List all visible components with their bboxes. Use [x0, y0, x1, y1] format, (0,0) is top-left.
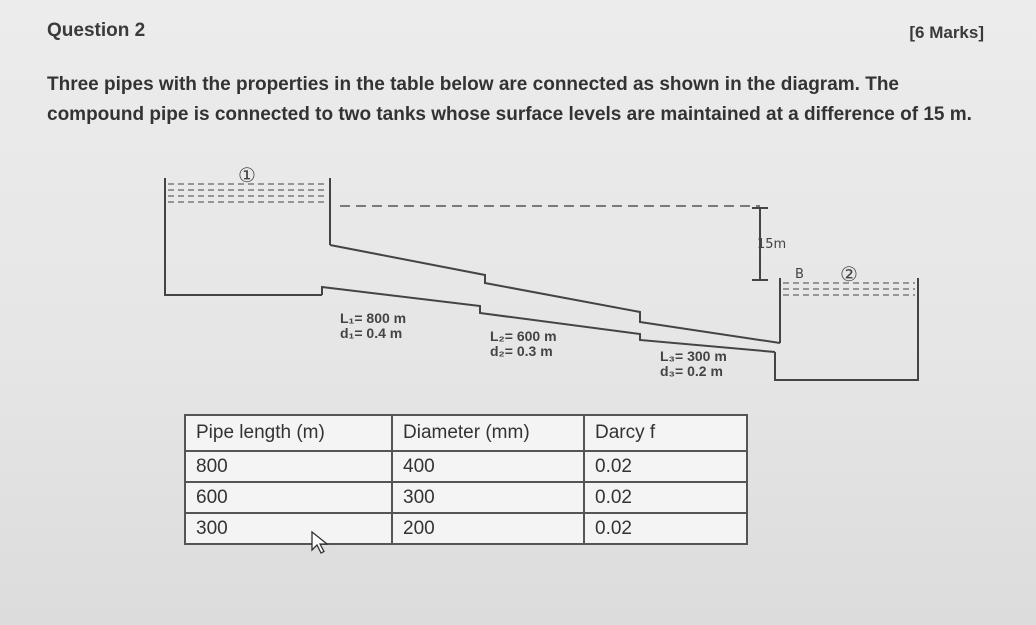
- table-row: [185, 451, 747, 482]
- pipe2-diameter: d₂= 0.3 m: [490, 343, 553, 359]
- point-b-label: B: [795, 267, 804, 282]
- cell-diameter: 300: [392, 482, 584, 513]
- cell-length: 600: [185, 482, 392, 513]
- cell-length: 800: [185, 451, 392, 482]
- mouse-cursor-icon: [310, 530, 330, 556]
- pipe3-diameter: d₃= 0.2 m: [660, 363, 723, 379]
- question-text: Three pipes with the properties in the table below are connected as shown in the diagram. The compound pipe is connected to two tanks whose surface levels are maintained at a difference of 15 m.: [47, 74, 972, 125]
- table-header-row: [185, 415, 747, 451]
- pipe3-length: L₃= 300 m: [660, 348, 727, 364]
- cell-darcy: 0.02: [584, 451, 747, 482]
- pipe1-diameter: d₁= 0.4 m: [340, 325, 403, 341]
- marks-label: [6 Marks]: [909, 23, 984, 42]
- head-label: 15m: [757, 237, 787, 252]
- cell-diameter: 200: [392, 513, 584, 544]
- pipe1-length: L₁= 800 m: [340, 310, 407, 326]
- question-title: Question 2: [47, 20, 146, 41]
- table-row: [185, 513, 747, 544]
- cell-length: 300: [185, 513, 392, 544]
- table-row: [185, 482, 747, 513]
- cell-darcy: 0.02: [584, 513, 747, 544]
- tank-b-marker: ②: [840, 264, 858, 286]
- tank-a-marker: ①: [238, 165, 256, 187]
- cell-diameter: 400: [392, 451, 584, 482]
- reservoir-b: [775, 278, 918, 380]
- pipe-properties-table: [184, 414, 748, 545]
- header-pipe-length: Pipe length (m): [185, 415, 392, 451]
- header-diameter: Diameter (mm): [392, 415, 584, 451]
- header-darcy-f: Darcy f: [584, 415, 747, 451]
- pipe2-length: L₂= 600 m: [490, 328, 557, 344]
- cell-darcy: 0.02: [584, 482, 747, 513]
